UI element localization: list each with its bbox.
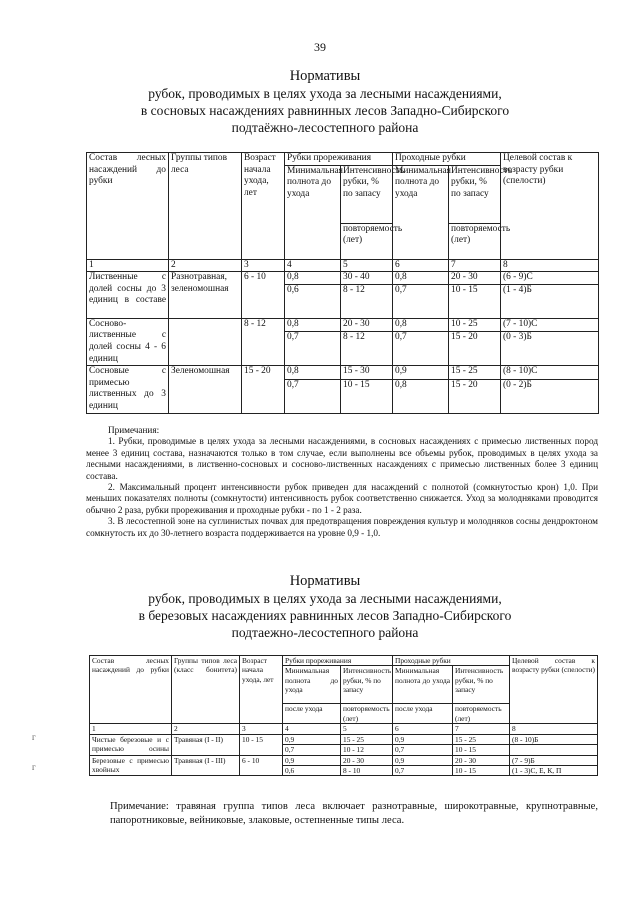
notes-title: Примечания: (108, 425, 160, 435)
header-recurrence: повторяемость (лет) (341, 223, 393, 259)
column-number: 5 (341, 724, 393, 734)
age-cell: 6 - 10 (240, 755, 283, 776)
composition-cell: Чистые березовые и с примесью осины (90, 734, 172, 755)
column-number: 3 (240, 724, 283, 734)
value-cell: 0,9 (283, 755, 341, 765)
header-recurrence: повторяемость (лет) (341, 704, 393, 724)
value-cell: 0,9 (393, 755, 453, 765)
value-cell: 0,6 (285, 284, 341, 318)
value-cell: 8 - 12 (341, 284, 393, 318)
value-cell: 0,8 (393, 318, 449, 331)
header-passage: Проходные рубки (393, 153, 501, 166)
column-number: 2 (169, 259, 242, 272)
group-cell: Травяная (I - III) (172, 755, 240, 776)
column-number: 6 (393, 259, 449, 272)
note-item: 2. Максимальный процент интенсивности рубок приведен для насаждений с полнотой (сомкнутостью крон) 1,0. При меньших показателях полноты (сомкнутости) интенсивность рубок соответственно снижается. Уход за молодняками проводится обычно 2 раза, рубки прореживания и проходные рубки - по 1 - 2 раза. (86, 482, 598, 515)
value-cell: 0,7 (393, 332, 449, 366)
value-cell: 0,7 (393, 284, 449, 318)
value-cell: 15 - 20 (449, 379, 501, 413)
value-cell: 30 - 40 (341, 272, 393, 285)
margin-mark: г (32, 762, 36, 772)
age-cell: 6 - 10 (242, 272, 285, 319)
section1-subtitle-line: подтаёжно-лесостепного района (231, 120, 419, 135)
value-cell: (0 - 3)Б (501, 332, 599, 366)
section2-note: Примечание: травяная группа типов леса включает разнотравные, широкотравные, крупнотравные, папоротниковые, вейниковые, злаковые, остепненные типы леса. (110, 801, 598, 826)
column-number: 1 (87, 259, 169, 272)
value-cell: 10 - 15 (341, 379, 393, 413)
section1-subtitle-line: в сосновых насаждениях равнинных лесов Западно-Сибирского (140, 103, 510, 118)
header-after-care: после ухода (393, 704, 453, 724)
composition-cell: Березовые с примесью хвойных (90, 755, 172, 776)
page-number: 39 (314, 40, 326, 54)
value-cell: 8 - 12 (341, 332, 393, 366)
note-item: 3. В лесостепной зоне на суглинистых почвах для предотвращения повреждения культур и молодняков сосны дендроктоном сомкнутость их до 30-летнего возраста поддерживается на уровне 0,9 - 1,0. (86, 516, 598, 538)
value-cell: 10 - 15 (449, 284, 501, 318)
value-cell: 0,9 (393, 734, 453, 744)
section1-subtitle-line: рубок, проводимых в целях ухода за лесными насаждениями, (148, 86, 502, 101)
group-cell: Травяная (I - II) (172, 734, 240, 755)
value-cell: (0 - 2)Б (501, 379, 599, 413)
value-cell: 10 - 15 (453, 745, 510, 755)
value-cell: 0,7 (393, 766, 453, 776)
value-cell: 10 - 15 (453, 766, 510, 776)
header-thinning: Рубки прореживания (285, 153, 393, 166)
value-cell: 10 - 25 (449, 318, 501, 331)
value-cell: (7 - 10)С (501, 318, 599, 331)
pine-norms-table (86, 152, 599, 414)
column-number: 5 (341, 259, 393, 272)
value-cell: 20 - 30 (341, 755, 393, 765)
value-cell: 0,7 (283, 745, 341, 755)
value-cell: 15 - 25 (453, 734, 510, 744)
column-number: 8 (510, 724, 598, 734)
age-cell: 15 - 20 (242, 366, 285, 413)
section2-subtitle-line: в березовых насаждениях равнинных лесов Западно-Сибирского (138, 608, 512, 623)
header-forest-type-groups: Группы типов леса (класс бонитета) (172, 656, 240, 724)
section2-heading (60, 573, 590, 641)
header-intensity: Интенсивность рубки, % по запасу (453, 666, 510, 704)
header-min-density: Минимальная полнота до ухода (285, 165, 341, 259)
column-number: 8 (501, 259, 599, 272)
column-number: 1 (90, 724, 172, 734)
value-cell: (7 - 9)Б (510, 755, 598, 765)
header-target: Целевой состав к возрасту рубки (спелости) (501, 153, 599, 260)
section2-title: Нормативы (289, 573, 361, 589)
header-min-density: Минимальная полнота до ухода (393, 165, 449, 259)
value-cell: (1 - 3)С, Е, К, П (510, 766, 598, 776)
header-composition: Состав лесных насаждений до рубки (90, 656, 172, 724)
section1-title: Нормативы (289, 68, 361, 84)
value-cell: 0,8 (285, 272, 341, 285)
note-item: 1. Рубки, проводимые в целях ухода за лесными насаждениями, в сосновых насаждениях с примесью лиственных пород менее 3 единиц состава, назначаются только в том случае, если выполнены все объемы рубок, проводимых в целях ухода за лесными насаждениями, в лиственно-сосновых и сосново-лиственных насаждениях с примесью лиственных более 3 единиц состава. (86, 436, 598, 481)
header-thinning: Рубки прореживания (283, 656, 393, 666)
header-composition: Состав лесных насаждений до рубки (87, 153, 169, 260)
group-cell: Разнотравная, зеленомошная (169, 272, 242, 319)
header-start-age: Возраст начала ухода, лет (242, 153, 285, 260)
value-cell: (6 - 9)С (501, 272, 599, 285)
table-row (87, 318, 599, 331)
header-forest-type-groups: Группы типов леса (169, 153, 242, 260)
group-cell (169, 318, 242, 365)
section2-subtitle-line: рубок, проводимых в целях ухода за лесными насаждениями, (148, 591, 502, 606)
value-cell: 0,7 (393, 745, 453, 755)
value-cell: 15 - 20 (449, 332, 501, 366)
table-row (87, 366, 599, 379)
value-cell: 20 - 30 (449, 272, 501, 285)
value-cell: 0,8 (285, 318, 341, 331)
composition-cell: Сосновые с примесью лиственных до 3 единиц (87, 366, 169, 413)
section1-heading (60, 68, 590, 136)
value-cell: 0,7 (285, 379, 341, 413)
section2-subtitle-line: подтаежно-лесостепного района (231, 625, 419, 640)
column-number: 4 (283, 724, 341, 734)
value-cell: (1 - 4)Б (501, 284, 599, 318)
value-cell: 0,8 (393, 379, 449, 413)
value-cell: 15 - 30 (341, 366, 393, 379)
column-number: 4 (285, 259, 341, 272)
column-number: 7 (449, 259, 501, 272)
header-min-density: Минимальная полнота до ухода (393, 666, 453, 704)
table-row (90, 755, 598, 765)
column-number: 2 (172, 724, 240, 734)
header-target: Целевой состав к возрасту рубки (спелости) (510, 656, 598, 724)
header-intensity: Интенсивность рубки, % по запасу (341, 165, 393, 223)
header-recurrence: повторяемость (лет) (453, 704, 510, 724)
value-cell: 20 - 30 (453, 755, 510, 765)
value-cell: 0,9 (393, 366, 449, 379)
age-cell: 8 - 12 (242, 318, 285, 365)
value-cell: 0,6 (283, 766, 341, 776)
group-cell: Зеленомошная (169, 366, 242, 413)
value-cell: 0,7 (285, 332, 341, 366)
value-cell: 15 - 25 (449, 366, 501, 379)
header-min-density: Минимальная полнота до ухода (283, 666, 341, 704)
value-cell: 0,9 (283, 734, 341, 744)
margin-mark: г (32, 732, 36, 742)
composition-cell: Лиственные с долей сосны до 3 единиц в составе (87, 272, 169, 319)
header-intensity: Интенсивность рубки, % по запасу (449, 165, 501, 223)
column-number: 6 (393, 724, 453, 734)
table-row (90, 734, 598, 744)
value-cell: 20 - 30 (341, 318, 393, 331)
header-after-care: после ухода (283, 704, 341, 724)
birch-norms-table (89, 655, 598, 776)
composition-cell: Сосново-лиственные с долей сосны 4 - 6 единиц (87, 318, 169, 365)
value-cell: 10 - 12 (341, 745, 393, 755)
column-number: 3 (242, 259, 285, 272)
header-start-age: Возраст начала ухода, лет (240, 656, 283, 724)
value-cell: 15 - 25 (341, 734, 393, 744)
age-cell: 10 - 15 (240, 734, 283, 755)
column-number: 7 (453, 724, 510, 734)
section1-notes (86, 425, 598, 539)
header-passage: Проходные рубки (393, 656, 510, 666)
header-recurrence: повторяемость (лет) (449, 223, 501, 259)
value-cell (510, 745, 598, 755)
value-cell: 0,8 (285, 366, 341, 379)
header-intensity: Интенсивность рубки, % по запасу (341, 666, 393, 704)
value-cell: 0,8 (393, 272, 449, 285)
value-cell: (8 - 10)С (501, 366, 599, 379)
value-cell: (8 - 10)Б (510, 734, 598, 744)
table-row (87, 272, 599, 285)
value-cell: 8 - 10 (341, 766, 393, 776)
